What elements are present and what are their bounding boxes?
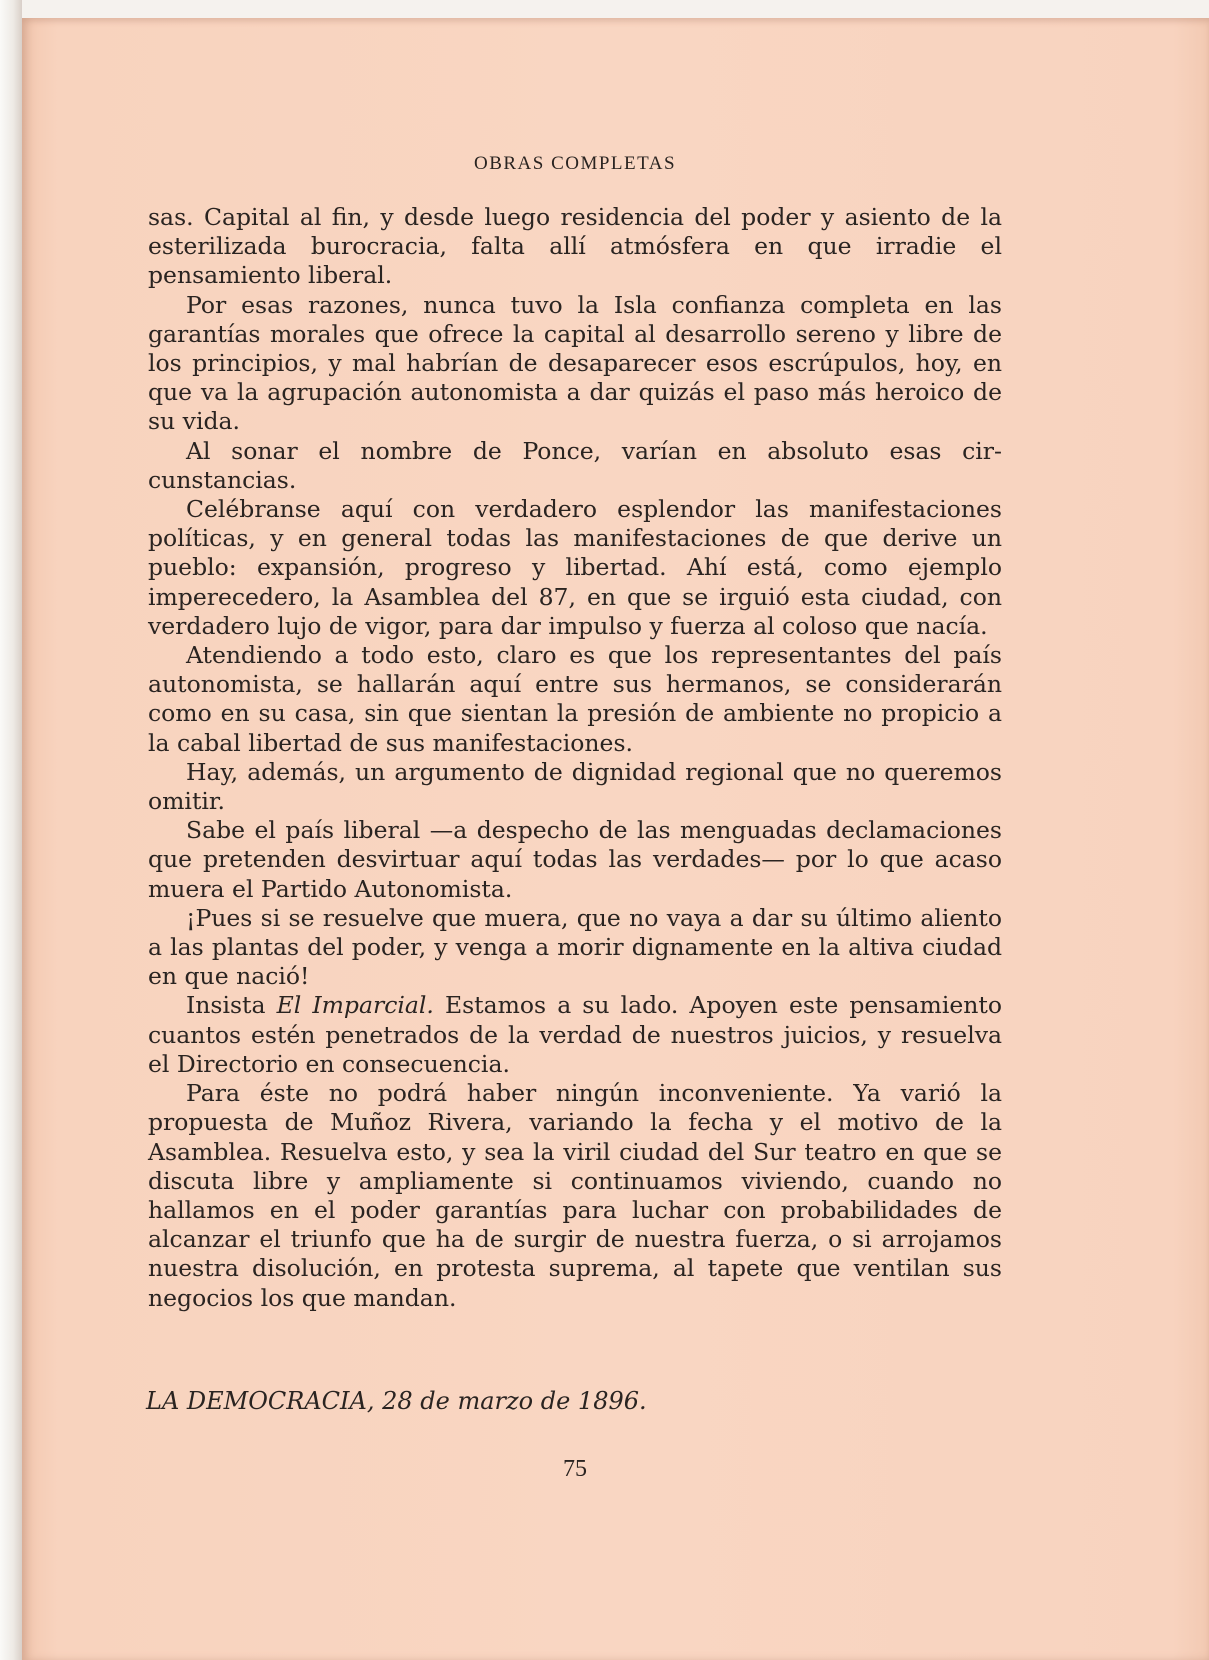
paragraph-9-before: Insista — [186, 991, 277, 1020]
paragraph-1: sas. Capital al fin, y desde luego residencia del poder y asiento de la esterilizada burocracia, falta allí atmósfera en que irradie el pensamiento liberal. — [148, 203, 1002, 290]
paragraph-9 — [148, 991, 1002, 1079]
paragraph-2: Por esas razones, nunca tuvo la Isla confianza completa en las garantías morales que ofrece la capital al desarrollo sereno y libre de los principios, y mal habrían de desaparecer esos escrúpulos, hoy, en que va la agrupación autonomista a dar quizás el paso más heroico de su vida. — [148, 290, 1002, 436]
newspaper-name-italic: El Imparcial. — [276, 991, 434, 1020]
source-signature: LA DEMOCRACIA, 28 de marzo de 1896. — [146, 1387, 647, 1415]
paragraph-9-after: Estamos a su lado. Apoyen este pensamiento cuantos estén penetrados de la verdad de nuestros juicios, y resuelva el Directorio en consecuencia. — [148, 991, 1002, 1078]
paragraph-10: Para éste no podrá haber ningún inconveniente. Ya varió la propuesta de Muñoz Rivera, variando la fecha y el motivo de la Asamblea. Resuelva esto, y sea la viril ciudad del Sur teatro en que se discuta libre y ampliamente si continuamos viviendo, cuando no hallamos en el poder garantías para luchar con probabilidades de alcanzar el triunfo que ha de surgir de nuestra fuerza, o si arrojamos nuestra disolución, en protesta suprema, al tapete que ventilan sus negocios los que mandan. — [148, 1079, 1002, 1312]
paragraph-3: Al sonar el nombre de Ponce, varían en absoluto esas circunstancias. — [148, 436, 1002, 494]
paragraph-5: Atendiendo a todo esto, claro es que los representantes del país autonomista, se hallarán aquí entre sus hermanos, se considerarán como en su casa, sin que sientan la presión de ambiente no propicio a la cabal libertad de sus manifestaciones. — [148, 641, 1002, 757]
paragraph-8: ¡Pues si se resuelve que muera, que no vaya a dar su último aliento a las plantas del poder, y venga a morir dignamente en la altiva ciudad en que nació! — [148, 903, 1002, 991]
paragraph-7: Sabe el país liberal —a despecho de las menguadas declamaciones que pretenden desvirtuar aquí todas las verdades— por lo que acaso muera el Partido Autonomista. — [148, 816, 1002, 903]
running-title: OBRAS COMPLETAS — [473, 153, 677, 174]
page-number: 75 — [563, 1456, 587, 1482]
paragraph-4: Celébranse aquí con verdadero esplendor las manifestaciones políticas, y en general todas las manifestaciones de que derive un pueblo: expansión, progreso y libertad. Ahí está, como ejemplo imperecedero, la Asamblea del 87, en que se irguió esta ciudad, con verdadero lujo de vigor, para dar impulso y fuerza al coloso que nacía. — [148, 495, 1002, 640]
paragraph-6: Hay, además, un argumento de dignidad regional que no queremos omitir. — [148, 757, 1002, 816]
scan-left-margin — [0, 0, 22, 1660]
article-body — [148, 203, 1002, 1313]
